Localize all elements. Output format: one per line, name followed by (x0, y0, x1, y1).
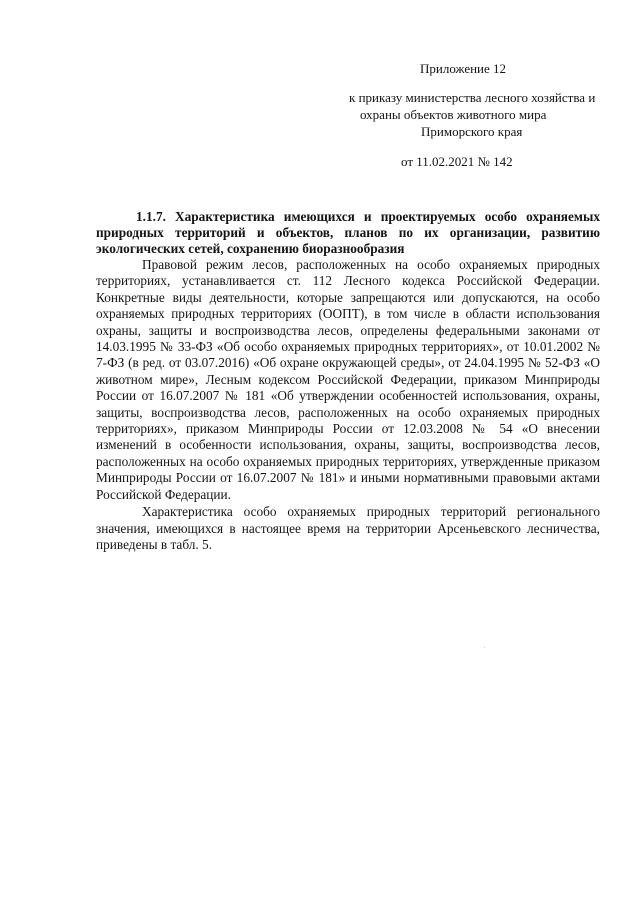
body-paragraph-oopt-characteristics: Характеристика особо охраняемых природных территорий регионального значения, имеющихся в настоящее время на территории Арсеньевского лесничества, приведены в табл. 5. (96, 504, 600, 552)
order-reference-line-1: к приказу министерства лесного хозяйства и (349, 90, 596, 105)
document-header (300, 60, 620, 170)
appendix-label: Приложение 12 (420, 61, 507, 76)
body-paragraph-legal-regime: Правовой режим лесов, расположенных на особо охраняемых природных территориях, устанавливается ст. 112 Лесного кодекса Российской Федерации. Конкретные виды деятельности, которые запрещаются или допускаются, на особо охраняемых природных территориях (ООПТ), в том числе в области использования охраны, защиты и воспроизводства лесов, определены федеральными законами от 14.03.1995 № 33-ФЗ «Об особо охраняемых природных территориях», от 10.01.2002 № 7-ФЗ (в ред. от 03.07.2016) «Об охране окружающей среды», от 24.04.1995 № 52-ФЗ «О животном мире», Лесным кодексом Российской Федерации, приказом Минприроды России от 16.07.2007 № 181 «Об утверждении особенностей использования, охраны, защиты, воспроизводства лесов, расположенных на особо охраняемых природных территориях», приказом Минприроды России от 12.03.2008 № 54 «О внесении изменений в особенности использования, охраны, защиты, воспроизводства лесов, расположенных на особо охраняемых природных территориях, утвержденные приказом Минприроды России от 16.07.2007 № 181» и иными нормативными правовыми актами Российской Федерации. (96, 257, 600, 502)
section-content (96, 209, 600, 553)
order-reference-line-2: охраны объектов животного мира (360, 107, 547, 122)
order-date-number: от 11.02.2021 № 142 (401, 154, 513, 169)
section-title: 1.1.7. Характеристика имеющихся и проектируемых особо охраняемых природных территорий и объектов, планов по их организации, развитию экологических сетей, сохранению биоразнообразия (96, 209, 600, 256)
scan-speck (484, 647, 485, 648)
order-reference-line-3: Приморского края (421, 124, 523, 139)
